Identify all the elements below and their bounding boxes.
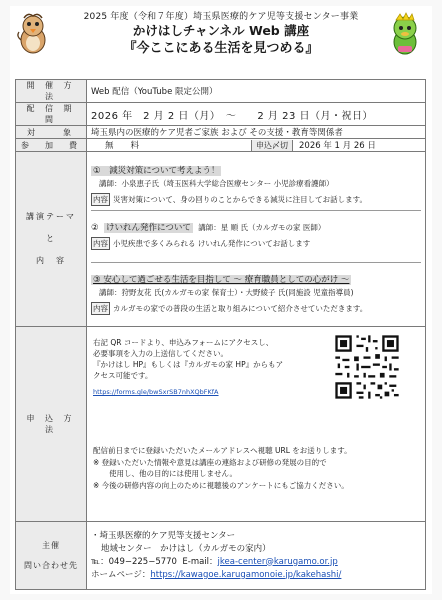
period-row <box>16 103 426 126</box>
apply-note-4: ※ 今後の研修内容の向上のために視聴後のアンケートにもご協力ください。 <box>93 480 349 490</box>
contact-cell <box>87 522 426 590</box>
apply-line-3: 『かけはし HP』もしくは『カルガモの家 HP』からもア <box>93 360 284 369</box>
fee-value: 無 料 <box>105 141 140 151</box>
contact-phone: ℡：049−225−5770 <box>91 556 177 567</box>
lecture-2-content-tag: 内容 <box>93 238 108 248</box>
qr-code-icon[interactable] <box>333 333 401 401</box>
fee-row <box>16 139 426 152</box>
lecture-2-title-text: けいれん発作について <box>106 222 191 233</box>
lecture-3-title-text: ③ 安心して過ごせる生活を目指して 〜 療育職員としての心がけ 〜 <box>93 274 350 285</box>
lecture-cell <box>87 152 426 327</box>
apply-note-3: 使用し、他の目的には使用しません。 <box>109 469 237 478</box>
lecture-label-line3: 内 容 <box>36 256 66 265</box>
target-label: 対 象 <box>16 126 87 139</box>
header-series-line: 2025 年度（令和７年度）埼玉県医療的ケア児等支援センター事業 <box>83 12 359 22</box>
lecture-1-content-line <box>91 193 421 206</box>
lecture-label <box>16 152 87 327</box>
lecture-2-content: 小児疾患で多くみられる けいれん発作についてお話します <box>113 238 311 248</box>
lecture-3-lecturer: 講師：狩野友花 氏(カルガモの家 保育士）・大野綾子 氏(同施設 児童指導員) <box>99 287 354 297</box>
lecture-2 <box>91 211 421 263</box>
lecture-1-title <box>91 164 421 176</box>
contact-hp-link[interactable]: https://kawagoe.karugamonoie.jp/kakehashi/ <box>150 569 342 580</box>
contact-email-label: E-mail： <box>182 556 218 567</box>
deadline-value: 2026 年 1 月 26 日 <box>299 141 376 151</box>
contact-label-line2: 問い合わせ先 <box>24 560 78 570</box>
lecture-1-content: 災害対策について、身の回りのことからできる減災に注目してお話します。 <box>113 194 368 204</box>
deadline-label: 申込〆切 <box>251 140 293 151</box>
period-label: 配 信 期 間 <box>16 103 87 126</box>
info-table <box>15 79 426 590</box>
apply-cell <box>87 327 426 522</box>
fee-cell <box>87 139 426 152</box>
lecture-1-title-text: ① 減災対策について考えよう！ <box>93 165 220 176</box>
apply-form-link[interactable]: https://forms.gle/bwSxrSB7nhXQbFKfA <box>93 388 219 396</box>
lecture-3-content-line <box>91 302 421 315</box>
lecture-2-content-line <box>91 237 421 250</box>
lecture-2-title <box>91 221 421 233</box>
apply-instructions <box>93 337 313 398</box>
target-row <box>16 126 426 139</box>
format-row <box>16 80 426 103</box>
lecture-3-content-tag: 内容 <box>93 303 108 313</box>
contact-email-link[interactable]: jkea-center@karugamo.or.jp <box>217 556 338 567</box>
lecture-row <box>16 152 426 327</box>
contact-label-line1: 主催 <box>42 540 60 550</box>
format-label: 開 催 方 法 <box>16 80 87 103</box>
lecture-1-content-tag: 内容 <box>93 194 108 204</box>
lecture-2-lecturer: 講師：星 順 氏（カルガモの家 医師） <box>198 222 326 232</box>
contact-org-line2: 地域センター かけはし（カルガモの家内） <box>101 543 271 554</box>
contact-label <box>16 522 87 590</box>
contact-row <box>16 522 426 590</box>
lecture-1-lecturer: 講師：小泉恵子氏（埼玉医科大学総合医療センター 小児診療看護師） <box>99 178 334 188</box>
period-value: 2026 年 2 月 2 日（月） 〜 2 月 23 日（月・祝日） <box>87 103 426 126</box>
apply-note-2: ※ 登録いただいた情報や意見は講座の連絡および研修の発展の目的で <box>93 457 327 467</box>
contact-phone-line <box>91 556 421 569</box>
apply-top <box>93 327 419 439</box>
apply-label: 申 込 方 法 <box>16 327 87 522</box>
contact-hp-line <box>91 569 421 582</box>
apply-line-2: 必要事項を入力の上送信してください。 <box>93 349 228 358</box>
lecture-2-title-num: ② <box>91 222 99 233</box>
lecture-3-content: カルガモの家での普段の生活と取り組みについて紹介させていただきます。 <box>113 303 368 313</box>
apply-line-1: 右記 QR コードより、申込みフォームにアクセスし、 <box>93 338 274 347</box>
apply-notes <box>93 439 419 497</box>
apply-note-1: 配信前日までに登録いただいたメールアドレスへ視聴 URL をお送りします。 <box>93 446 352 455</box>
header-channel-title: かけはしチャンネル Web 講座 <box>132 23 310 38</box>
lecture-label-line1: 講演テーマ <box>26 212 76 221</box>
contact-org-line1: ・埼玉県医療的ケア児等支援センター <box>91 530 236 541</box>
lecture-label-line2: と <box>46 234 56 243</box>
lecture-3 <box>91 263 421 319</box>
target-value: 埼玉県内の医療的ケア児者ご家族 および その支援・教育等関係者 <box>87 126 426 139</box>
contact-hp-label: ホームページ： <box>91 569 151 580</box>
apply-line-4: クセス可能です。 <box>93 371 153 380</box>
fee-label: 参 加 費 <box>16 139 87 152</box>
apply-row <box>16 327 426 522</box>
lecture-1 <box>91 160 421 211</box>
format-value: Web 配信（YouTube 限定公開） <box>87 80 426 103</box>
lecture-3-title <box>91 273 421 285</box>
header-course-title: 『今ここにある生活を見つめる』 <box>123 41 319 56</box>
